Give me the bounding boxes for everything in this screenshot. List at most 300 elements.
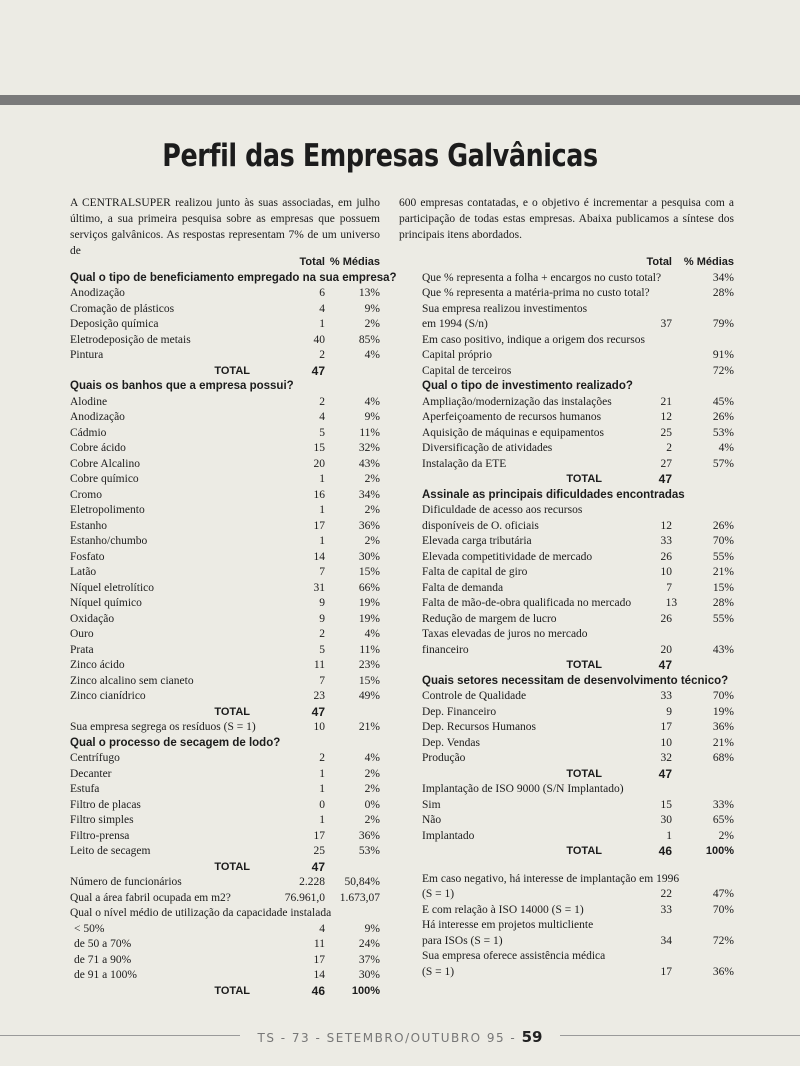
row-label: Aperfeiçoamento de recursos humanos: [422, 411, 602, 423]
row-percent: 19%: [358, 597, 380, 609]
row-label: Não: [422, 814, 442, 826]
table-row: [422, 503, 734, 519]
table-row: [70, 658, 380, 674]
row-label: Número de funcionários: [70, 876, 182, 888]
total-row: [422, 658, 734, 674]
row-label: Implantação de ISO 9000 (S/N Implantado): [422, 783, 624, 795]
total-row: [70, 860, 380, 876]
row-label: Eletrodeposição de metais: [70, 333, 191, 346]
row-percent: 43%: [712, 643, 734, 656]
row-total: 12: [660, 519, 672, 532]
row-label: Capital próprio: [422, 349, 492, 361]
row-percent: 37%: [358, 953, 380, 966]
row-percent: 100%: [705, 845, 734, 857]
row-total: [331, 906, 355, 922]
table-row: [70, 751, 380, 767]
row-label: Sim: [422, 798, 441, 811]
row-percent: 2%: [364, 814, 380, 826]
row-label: TOTAL: [566, 767, 602, 780]
row-total: 1: [319, 535, 325, 547]
row-total: 10: [660, 566, 672, 578]
row-total: 9: [319, 612, 325, 625]
table-row: [422, 627, 734, 643]
row-label: de 71 a 90%: [74, 953, 132, 966]
row-label: Cobre químico: [70, 473, 139, 485]
row-label: Níquel químico: [70, 597, 142, 609]
table-row: [70, 813, 380, 829]
row-total: 1: [666, 829, 672, 842]
row-label: Estanho: [70, 519, 108, 532]
row-label: Deposição química: [70, 318, 159, 330]
table-row: [422, 519, 734, 535]
row-label: Fosfato: [70, 550, 105, 563]
row-total: 7: [666, 581, 672, 594]
row-label: TOTAL: [214, 860, 250, 873]
row-total: 12: [660, 411, 672, 423]
row-total: 47: [311, 363, 325, 378]
question-text: Qual o processo de secagem de lodo?: [70, 736, 281, 749]
table-row: [422, 903, 734, 919]
row-percent: 28%: [712, 597, 734, 609]
row-total: [645, 333, 685, 349]
row-percent: 2%: [718, 829, 734, 842]
row-label: em 1994 (S/n): [422, 318, 488, 330]
row-label: TOTAL: [214, 364, 250, 377]
row-percent: 70%: [712, 690, 734, 702]
page-title: Perfil das Empresas Galvânicas: [162, 138, 598, 174]
row-total: 4: [319, 922, 325, 935]
question-heading: [422, 674, 734, 690]
row-total: 47: [311, 704, 325, 719]
row-label: Leito de secagem: [70, 845, 151, 857]
row-percent: 9%: [364, 922, 380, 935]
row-percent: 13%: [358, 287, 380, 299]
table-row: [70, 844, 380, 860]
row-percent: 11%: [359, 643, 380, 656]
row-label: TOTAL: [566, 473, 602, 485]
row-percent: 21%: [712, 736, 734, 749]
survey-table-right: [422, 255, 734, 980]
table-row: [422, 364, 734, 380]
table-row: [70, 596, 380, 612]
row-label: Estufa: [70, 783, 100, 795]
table-row: [422, 426, 734, 442]
top-decorative-bar: [0, 95, 800, 105]
table-row: [422, 829, 734, 845]
row-percent: 2%: [364, 504, 380, 516]
row-total: 11: [313, 659, 325, 671]
row-total: 6: [319, 287, 325, 299]
row-label: Níquel eletrolítico: [70, 581, 154, 594]
row-total: 2: [319, 752, 325, 764]
row-total: [622, 918, 672, 934]
table-row: [422, 705, 734, 721]
table-row: [70, 302, 380, 318]
row-label: Cromo: [70, 488, 102, 501]
row-percent: [672, 767, 734, 783]
row-total: 2: [666, 442, 672, 454]
table-row: [422, 872, 734, 888]
row-total: 76.961,0: [284, 891, 325, 904]
row-percent: 70%: [712, 903, 734, 916]
row-total: 27: [660, 457, 672, 470]
row-label: Anodização: [70, 411, 125, 423]
row-label: Redução de margem de lucro: [422, 612, 557, 625]
question-heading: [422, 379, 734, 395]
row-label: Aquisição de máquinas e equipamentos: [422, 426, 605, 439]
row-total: 7: [319, 674, 325, 687]
row-percent: 19%: [358, 612, 380, 625]
page-footer: [0, 1028, 800, 1046]
row-total: 47: [311, 859, 325, 874]
table-row: [422, 534, 734, 550]
row-total: 46: [311, 983, 325, 998]
row-label: de 91 a 100%: [74, 969, 137, 981]
row-total: 46: [658, 844, 672, 858]
row-total: 22: [660, 888, 672, 900]
row-total: 26: [660, 550, 672, 563]
row-total: 2: [319, 628, 325, 640]
row-label: Decanter: [70, 767, 112, 780]
header-spacer: [70, 255, 270, 271]
row-total: 33: [660, 690, 672, 702]
row-total: 37: [660, 318, 672, 330]
row-label: TOTAL: [214, 705, 250, 718]
row-total: 47: [658, 658, 672, 672]
table-row: [70, 550, 380, 566]
row-percent: 34%: [712, 271, 734, 284]
row-total: 10: [660, 736, 672, 749]
table-row: [422, 271, 734, 287]
table-row: [70, 333, 380, 349]
row-label: Filtro simples: [70, 814, 134, 826]
question-heading: [422, 488, 734, 504]
row-label: < 50%: [74, 922, 105, 935]
row-label: Dep. Recursos Humanos: [422, 721, 537, 733]
row-label: Controle de Qualidade: [422, 690, 527, 702]
row-total: 17: [313, 829, 325, 842]
row-total: 5: [319, 426, 325, 439]
row-label: Instalação da ETE: [422, 457, 507, 470]
row-total: 2: [319, 395, 325, 408]
row-total: [622, 348, 672, 364]
row-percent: 55%: [712, 612, 734, 625]
row-label: Filtro de placas: [70, 798, 141, 811]
question-text: Quais setores necessitam de desenvolvimento técnico?: [422, 674, 729, 687]
question-text: Qual o tipo de investimento realizado?: [422, 380, 633, 392]
row-percent: 15%: [712, 581, 734, 594]
table-row: [70, 534, 380, 550]
table-row: [70, 503, 380, 519]
row-percent: 32%: [358, 442, 380, 454]
row-percent: 28%: [712, 287, 734, 299]
row-label: Elevada carga tributária: [422, 535, 532, 547]
row-percent: 11%: [359, 426, 380, 439]
table-row: [70, 782, 380, 798]
total-row: [422, 844, 734, 860]
row-percent: 30%: [358, 550, 380, 563]
table-row: [422, 689, 734, 705]
row-total: 17: [660, 965, 672, 978]
row-percent: 1.673,07: [339, 891, 380, 904]
row-percent: [672, 658, 734, 674]
row-total: 7: [319, 566, 325, 578]
row-percent: 26%: [712, 411, 734, 423]
row-total: 4: [319, 302, 325, 315]
row-percent: 4%: [364, 628, 380, 640]
row-label: (S = 1): [422, 888, 455, 900]
table-row: [70, 612, 380, 628]
row-total: [661, 271, 694, 287]
row-label: Taxas elevadas de juros no mercado: [422, 628, 588, 640]
table-row: [70, 426, 380, 442]
row-total: 0: [319, 798, 325, 811]
table-row: [70, 519, 380, 535]
row-label: Produção: [422, 752, 466, 764]
row-total: 9: [666, 705, 672, 718]
row-percent: 33%: [712, 798, 734, 811]
row-percent: 4%: [364, 349, 380, 361]
row-percent: [325, 860, 380, 876]
row-percent: 0%: [364, 798, 380, 811]
table-row: [70, 488, 380, 504]
row-percent: 21%: [358, 721, 380, 733]
row-percent: 2%: [364, 783, 380, 795]
table-row: [70, 565, 380, 581]
row-percent: [325, 705, 380, 721]
row-label: TOTAL: [566, 659, 602, 671]
row-label: Latão: [70, 566, 97, 578]
row-total: 1: [319, 473, 325, 485]
row-label: Anodização: [70, 287, 125, 299]
row-percent: 50,84%: [344, 876, 380, 888]
row-total: 33: [660, 903, 672, 916]
table-row: [422, 550, 734, 566]
row-total: 14: [313, 550, 325, 563]
table-row: [422, 286, 734, 302]
row-total: 47: [658, 472, 672, 486]
header-total: Total: [646, 256, 672, 268]
intro-text-right: 600 empresas contatadas, e o objetivo é incrementar a pesquisa com a participação de todas estas empresas. Abaixa publicamos a síntese dos principais itens abordados.: [399, 197, 734, 241]
row-percent: 49%: [358, 690, 380, 702]
row-percent: 2%: [364, 318, 380, 330]
row-percent: 4%: [364, 752, 380, 764]
row-total: 14: [313, 969, 325, 981]
table-row: [70, 875, 380, 891]
table-row: [70, 674, 380, 690]
row-label: (S = 1): [422, 965, 455, 978]
row-label: Cobre Alcalino: [70, 457, 140, 470]
row-percent: [356, 906, 380, 922]
row-percent: 2%: [364, 473, 380, 485]
table-row: [422, 918, 734, 934]
row-label: Eletropolimento: [70, 504, 145, 516]
table-row: [422, 348, 734, 364]
column-headers: [422, 255, 734, 271]
table-row: [422, 302, 734, 318]
row-total: 30: [660, 814, 672, 826]
row-percent: 47%: [712, 888, 734, 900]
row-total: 31: [313, 581, 325, 594]
row-label: Qual a área fabril ocupada em m2?: [70, 891, 231, 904]
row-total: 17: [313, 953, 325, 966]
row-total: 20: [660, 643, 672, 656]
row-label: Ampliação/modernização das instalações: [422, 395, 612, 408]
page-number: 59: [521, 1028, 543, 1046]
question-text: Qual o tipo de beneficiamento empregado na sua empresa?: [70, 271, 397, 284]
table-row: [70, 317, 380, 333]
row-percent: 2%: [364, 767, 380, 780]
spacer: [422, 860, 734, 872]
intro-text-left: A CENTRALSUPER realizou junto às suas associadas, em julho último, a sua primeira pesquisa sobre as empresas que possuem serviços galvânicos. As respostas representam 7% de um universo de: [70, 197, 380, 257]
row-label: Em caso negativo, há interesse de implantação em 1996: [422, 872, 680, 885]
row-total: [679, 872, 704, 888]
row-label: Centrífugo: [70, 752, 120, 764]
row-label: Dificuldade de acesso aos recursos: [422, 504, 583, 516]
row-total: 32: [660, 752, 672, 764]
table-row: [422, 457, 734, 473]
row-label: financeiro: [422, 643, 469, 656]
row-percent: 70%: [712, 535, 734, 547]
table-row: [422, 565, 734, 581]
row-total: 4: [319, 411, 325, 423]
row-total: [650, 286, 688, 302]
row-percent: 53%: [358, 845, 380, 857]
table-row: [422, 798, 734, 814]
total-row: [70, 705, 380, 721]
row-total: 1: [319, 767, 325, 780]
table-row: [422, 395, 734, 411]
total-row: [70, 984, 380, 1000]
row-percent: [672, 627, 734, 643]
total-row: [70, 364, 380, 380]
row-label: TOTAL: [214, 984, 250, 997]
row-percent: [325, 364, 380, 380]
table-row: [70, 410, 380, 426]
row-percent: 79%: [712, 318, 734, 330]
row-total: 1: [319, 814, 325, 826]
row-label: Há interesse em projetos multicliente: [422, 919, 594, 931]
row-label: disponíveis de O. oficiais: [422, 519, 539, 532]
row-percent: 4%: [718, 442, 734, 454]
row-percent: [704, 872, 734, 888]
row-percent: 2%: [364, 535, 380, 547]
row-total: [622, 364, 672, 380]
table-row: [422, 333, 734, 349]
row-label: Zinco cianídrico: [70, 690, 146, 702]
row-percent: 66%: [358, 581, 380, 594]
table-row: [70, 441, 380, 457]
row-total: 25: [313, 845, 325, 857]
row-total: [622, 949, 672, 965]
row-label: Que % representa a folha + encargos no custo total?: [422, 271, 662, 284]
row-label: Qual o nível médio de utilização da capacidade instalada: [70, 907, 332, 919]
row-percent: 45%: [712, 395, 734, 408]
row-total: 1: [319, 318, 325, 330]
row-total: 34: [660, 934, 672, 947]
table-row: [422, 965, 734, 981]
table-row: [70, 829, 380, 845]
row-label: Falta de capital de giro: [422, 566, 528, 578]
row-total: 1: [319, 783, 325, 795]
table-row: [70, 457, 380, 473]
row-percent: 72%: [712, 934, 734, 947]
row-percent: [672, 503, 734, 519]
total-row: [422, 767, 734, 783]
row-total: [622, 503, 672, 519]
row-percent: 15%: [358, 674, 380, 687]
row-percent: [672, 918, 734, 934]
row-percent: 53%: [712, 426, 734, 439]
row-total: 47: [658, 766, 672, 781]
table-row: [70, 348, 380, 364]
row-total: 11: [313, 938, 325, 950]
question-heading: [70, 736, 380, 752]
table-row: [70, 689, 380, 705]
row-label: Capital de terceiros: [422, 364, 512, 377]
header-spacer: [422, 255, 622, 271]
table-row: [70, 472, 380, 488]
table-row: [422, 782, 734, 798]
row-label: Diversificação de atividades: [422, 442, 553, 454]
table-row: [422, 887, 734, 903]
row-percent: 43%: [358, 457, 380, 470]
row-label: Falta de mão-de-obra qualificada no mercado: [422, 597, 632, 609]
row-total: 2: [319, 349, 325, 361]
table-row: [422, 934, 734, 950]
table-row: [70, 286, 380, 302]
table-row: [70, 906, 380, 922]
row-label: Que % representa a matéria-prima no custo total?: [422, 287, 650, 299]
row-percent: 36%: [358, 519, 380, 532]
row-total: 33: [660, 535, 672, 547]
row-total: 16: [313, 488, 325, 501]
table-row: [422, 949, 734, 965]
table-row: [70, 720, 380, 736]
row-label: Sua empresa segrega os resíduos (S = 1): [70, 721, 256, 733]
header-total: Total: [299, 256, 325, 268]
total-row: [422, 472, 734, 488]
row-percent: 26%: [712, 519, 734, 532]
table-row: [422, 612, 734, 628]
row-total: 15: [313, 442, 325, 454]
question-heading: [70, 379, 380, 395]
row-percent: 36%: [712, 965, 734, 978]
table-row: [422, 317, 734, 333]
row-total: 2.228: [299, 876, 325, 888]
row-percent: [673, 782, 734, 798]
row-label: Cádmio: [70, 426, 107, 439]
row-label: Estanho/chumbo: [70, 535, 148, 547]
row-percent: 9%: [364, 302, 380, 315]
row-percent: 55%: [712, 550, 734, 563]
row-total: 21: [660, 395, 672, 408]
row-percent: 24%: [358, 938, 380, 950]
row-percent: 91%: [712, 349, 734, 361]
table-row: [422, 596, 734, 612]
row-percent: 4%: [364, 395, 380, 408]
row-percent: 30%: [358, 969, 380, 981]
row-total: [622, 627, 672, 643]
row-label: Em caso positivo, indique a origem dos recursos: [422, 333, 645, 346]
row-label: Cromação de plásticos: [70, 302, 175, 315]
row-total: 10: [313, 721, 325, 733]
row-percent: 57%: [712, 457, 734, 470]
row-total: 25: [660, 426, 672, 439]
row-total: 13: [665, 597, 678, 609]
question-heading: [70, 271, 397, 287]
row-label: Dep. Vendas: [422, 736, 480, 749]
